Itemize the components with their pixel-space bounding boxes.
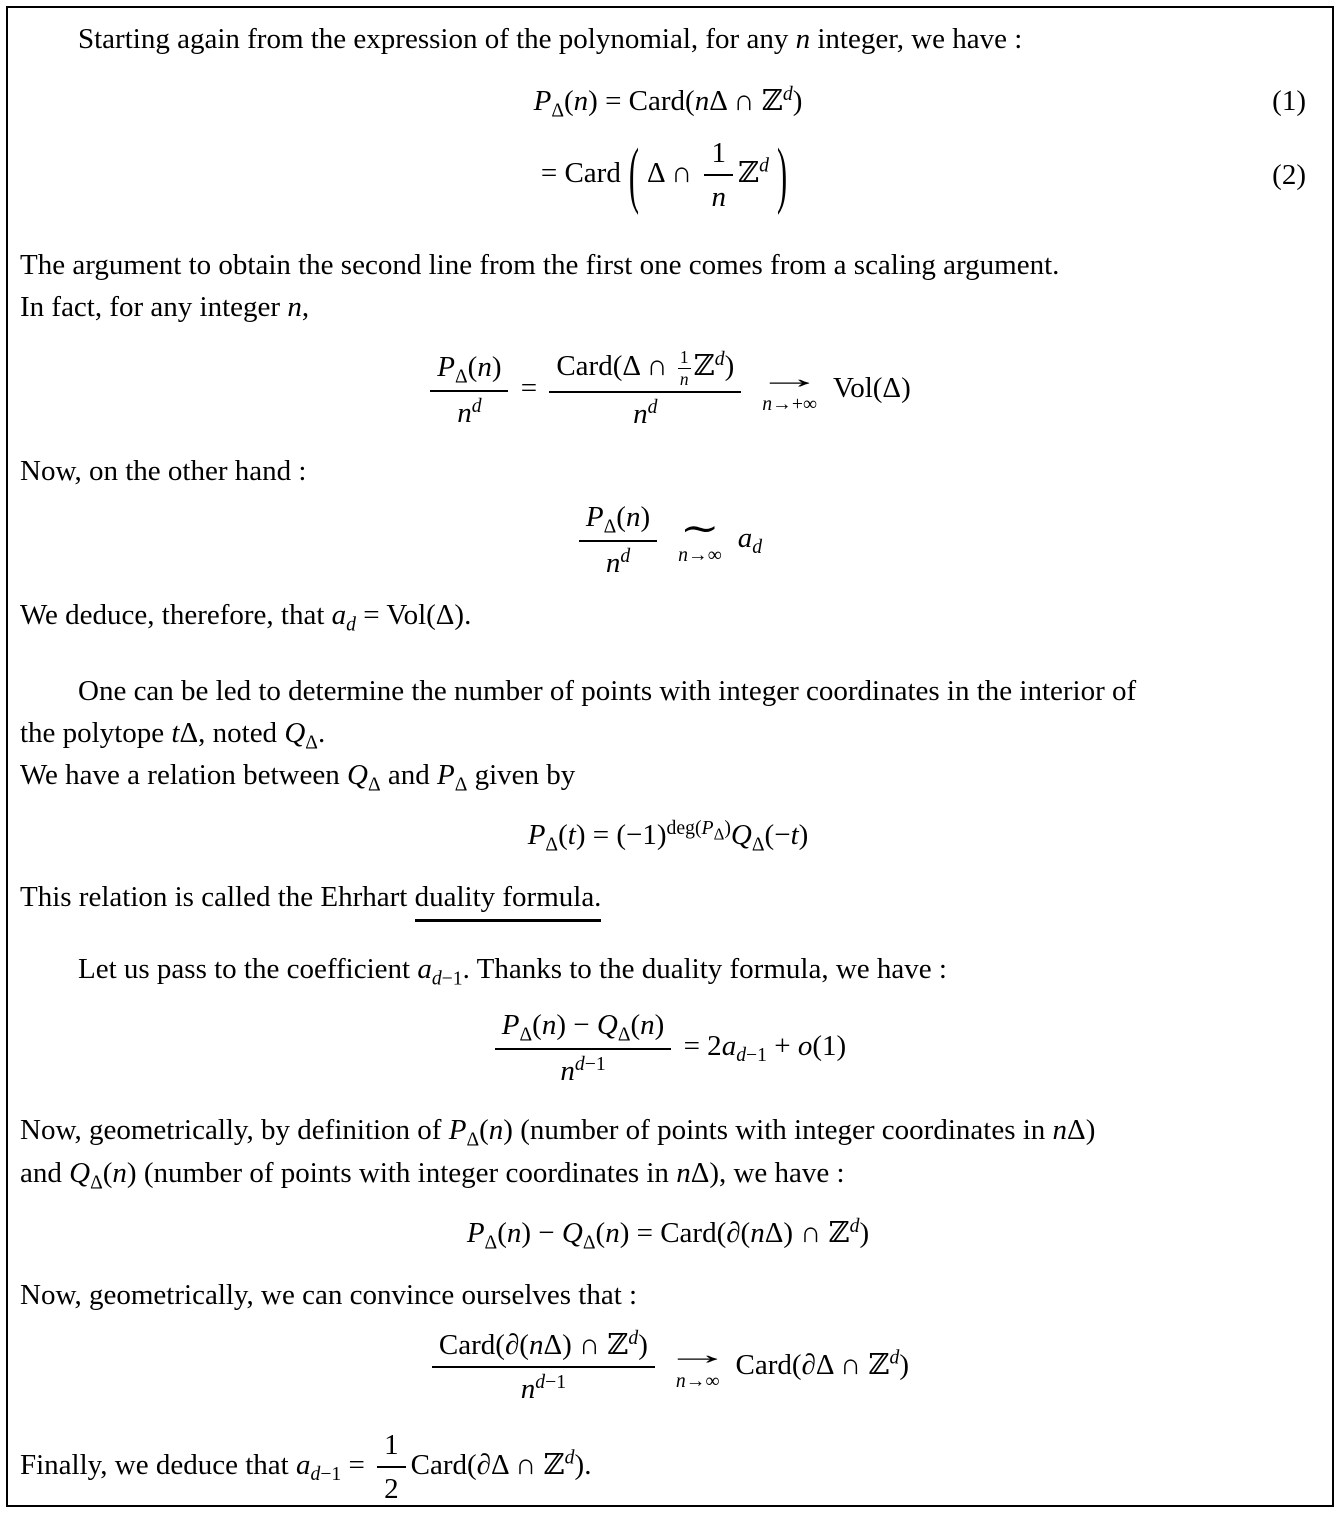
tends-to-arrow (756, 362, 823, 416)
fraction (549, 348, 741, 433)
math-run: (1) (812, 1030, 847, 1062)
math-run: One can be led to determine the number of points with integer coordinates in the interior of (78, 674, 1137, 707)
math-run: d (647, 396, 658, 419)
equation-boundary-limit-body (427, 1327, 909, 1408)
denominator (626, 393, 664, 432)
math-run: a (417, 953, 432, 986)
subscript (346, 613, 356, 635)
math-run: ) (724, 349, 735, 382)
math-run: Card(∂( (438, 1328, 529, 1361)
fraction (678, 348, 691, 389)
document-frame (6, 6, 1334, 1507)
numerator (678, 348, 691, 369)
superscript (620, 544, 630, 566)
fraction (377, 1427, 406, 1507)
math-run: 1 (679, 346, 689, 367)
equation-volume-limit (20, 348, 1316, 433)
math-run: Δ (582, 1230, 596, 1253)
math-run: Δ ∩ ℤ (709, 85, 783, 118)
math-run: a (737, 521, 753, 554)
denominator (514, 1368, 573, 1407)
math-run: integer, we have : (810, 23, 1023, 55)
math-run: P (585, 500, 604, 533)
math-run: Δ (454, 365, 468, 388)
math-run: ( (467, 351, 478, 383)
denominator (678, 369, 691, 389)
equation-2 (20, 135, 1316, 216)
math-run: Δ (617, 1023, 631, 1046)
math-run: n (541, 1009, 557, 1042)
math-run: P (448, 1114, 467, 1147)
math-run: d (310, 1463, 321, 1486)
subscript (545, 833, 558, 855)
subscript (618, 1024, 631, 1046)
math-run: P (533, 85, 552, 118)
subscript (310, 1463, 341, 1485)
subscript (90, 1171, 103, 1193)
math-run: Δ (713, 824, 725, 844)
math-run: Δ (545, 833, 559, 856)
subscript (583, 1231, 596, 1253)
math-run: −1 (545, 1370, 567, 1393)
math-run: In fact, for any integer (20, 290, 288, 323)
math-run: n (711, 181, 726, 214)
paragraph-geometric-definition (20, 1109, 1316, 1193)
math-run: →∞ (687, 543, 722, 566)
superscript (890, 1346, 900, 1368)
math-run: P (436, 759, 455, 792)
fraction (432, 1327, 655, 1408)
math-run: Q (596, 1009, 618, 1042)
numerator (430, 349, 508, 392)
math-run: n (694, 85, 710, 118)
superscript (565, 1447, 575, 1469)
math-run: P (527, 819, 546, 852)
math-run: n (750, 1216, 765, 1249)
math-run: ) (number of points with integer coordinates in (126, 1156, 677, 1189)
numerator (579, 499, 657, 542)
superscript (648, 396, 658, 418)
math-run: ). (574, 1449, 592, 1482)
superscript (783, 83, 793, 105)
equation-equivalent-ad-body (574, 499, 762, 581)
math-run: −1 (584, 1052, 606, 1075)
math-run: and (20, 1156, 70, 1189)
math-run: ) (number of points with integer coordinates in (503, 1114, 1053, 1147)
math-run: n (605, 546, 621, 579)
math-run: d (620, 544, 631, 567)
math-run: n (457, 397, 472, 430)
equivalent-under-limit (678, 507, 722, 566)
math-run: d (752, 535, 763, 558)
math-run: = Card (540, 157, 621, 189)
math-run: Δ) ∩ ℤ (764, 1216, 850, 1249)
equation-volume-limit-body (425, 348, 911, 433)
math-run: a (331, 598, 347, 631)
math-run: d (736, 1044, 747, 1067)
math-run: ) (792, 85, 803, 118)
math-run: . Thanks to the duality formula, we have : (462, 953, 947, 986)
subscript (466, 1129, 479, 1151)
math-run: ( (563, 85, 574, 118)
math-run: deg( (666, 816, 702, 839)
denominator (377, 1468, 406, 1507)
math-run: d (431, 967, 442, 990)
fraction (495, 1007, 672, 1089)
math-run: Now, on the other hand : (20, 454, 307, 487)
superscript (535, 1371, 566, 1393)
paragraph-starting-again (20, 18, 1316, 60)
math-run: n (605, 1216, 620, 1249)
equation-2-number: (2) (1272, 159, 1306, 192)
math-run: n (287, 290, 302, 323)
math-run: Card(∂Δ ∩ ℤ (410, 1449, 565, 1482)
math-run: n (1052, 1114, 1068, 1147)
math-run: n (640, 1009, 655, 1042)
math-run: P (701, 816, 714, 839)
math-run: = 2 (676, 1030, 722, 1062)
math-run: P (437, 351, 455, 383)
numerator (495, 1007, 672, 1050)
numerator (377, 1427, 406, 1468)
tends-to-arrow (664, 1339, 732, 1392)
fraction (430, 349, 508, 431)
math-run: ) − (556, 1009, 597, 1042)
math-run: Card(∂Δ ∩ ℤ (735, 1348, 890, 1381)
subscript (736, 1044, 767, 1066)
paragraph-deduce-ad (20, 594, 1316, 636)
math-run: ) (654, 1009, 665, 1042)
superscript (850, 1214, 860, 1236)
big-paren: ( (628, 133, 639, 217)
subscript (520, 1024, 533, 1046)
subscript (368, 773, 381, 795)
underlined-text: duality formula. (415, 881, 602, 922)
equation-duality-body (528, 814, 809, 856)
math-run: ) (798, 819, 809, 852)
numerator (432, 1327, 655, 1368)
math-run: Q (730, 819, 752, 852)
superscript (628, 1326, 638, 1348)
subscript (752, 536, 762, 558)
math-run: Δ (751, 833, 765, 856)
math-run: −1 (441, 967, 463, 990)
math-run: d (574, 1052, 585, 1075)
math-run: Δ (90, 1170, 103, 1193)
math-run: , (301, 290, 310, 323)
math-run: ) (638, 1328, 648, 1361)
sim-symbol: ∼ (680, 507, 720, 550)
paragraph-interior-points (20, 670, 1316, 754)
math-run: Now, geometrically, we can convince ourselves that : (20, 1278, 638, 1311)
math-run: n (675, 1369, 686, 1392)
equation-2ad1-body (490, 1007, 846, 1089)
math-run: n (762, 393, 773, 416)
numerator (549, 348, 741, 394)
math-run: t (790, 819, 799, 852)
math-run: d (759, 154, 769, 177)
math-run: n (678, 543, 688, 566)
math-run: Card(Δ ∩ (556, 349, 675, 382)
equation-2-body (541, 135, 795, 216)
math-run: n (506, 1216, 522, 1249)
math-run: n (112, 1156, 127, 1189)
long-arrow-icon: → (664, 1339, 732, 1372)
math-run: n (560, 1055, 575, 1088)
math-run: = (513, 371, 545, 404)
denominator (704, 176, 733, 215)
math-run: ( (479, 1114, 489, 1147)
superscript (666, 816, 731, 844)
math-run: Q (69, 1156, 91, 1189)
math-run: Δ (603, 514, 617, 537)
math-run: a (721, 1030, 737, 1062)
paragraph-final-deduction (20, 1427, 1316, 1507)
math-run: Δ (454, 773, 468, 796)
math-run: ) (859, 1216, 870, 1249)
subscript (714, 824, 725, 843)
math-run: Δ (484, 1230, 498, 1253)
math-run: ( (497, 1216, 507, 1249)
math-run: Starting again from the expression of the polynomial, for any (78, 23, 796, 55)
math-run: o (797, 1030, 813, 1062)
math-run: n (676, 1156, 691, 1189)
math-run: n (633, 398, 648, 431)
math-run: t (567, 819, 576, 852)
math-run: d (889, 1346, 900, 1369)
denominator (450, 392, 488, 431)
superscript (575, 1053, 606, 1075)
limit-under (762, 395, 817, 415)
equation-duality (20, 814, 1316, 856)
math-run: . (317, 716, 326, 749)
equation-1-number: (1) (1272, 85, 1306, 118)
math-run: Now, geometrically, by definition of (20, 1114, 449, 1147)
math-run: Δ (367, 773, 381, 796)
math-run: We have a relation between (20, 759, 347, 792)
subscript (551, 99, 564, 121)
math-run: 2 (384, 1473, 399, 1506)
math-run: d (564, 1446, 575, 1469)
paragraph-ehrhart-duality (20, 876, 1316, 918)
math-run: given by (467, 759, 576, 792)
math-run: P (466, 1216, 485, 1249)
equation-boundary-card-body (467, 1212, 869, 1254)
superscript (759, 155, 769, 177)
math-run: ( (102, 1156, 113, 1189)
fraction (579, 499, 657, 581)
math-run: n (520, 1372, 536, 1405)
math-run: ) (899, 1348, 910, 1381)
math-run: = Vol(Δ). (356, 598, 472, 631)
math-run: and (380, 759, 437, 792)
math-run: t (171, 716, 180, 749)
math-run: Vol(Δ) (833, 371, 911, 404)
math-run: ( (630, 1009, 641, 1042)
equation-equivalent-ad (20, 499, 1316, 581)
math-run: (− (764, 819, 791, 852)
math-run: d (346, 613, 357, 636)
math-run: the polytope (20, 716, 172, 749)
math-run: 1 (711, 137, 726, 170)
math-run: P (501, 1009, 520, 1042)
paragraph-convince (20, 1274, 1316, 1316)
math-run: ℤ (737, 157, 760, 189)
math-run: d (535, 1370, 546, 1393)
math-run: ) = Card(∂( (619, 1216, 751, 1249)
math-run: + (767, 1030, 798, 1062)
math-run: →+∞ (772, 393, 818, 416)
math-run: Δ (305, 731, 318, 754)
math-run: n (528, 1328, 544, 1361)
math-run: Δ ∩ (646, 157, 700, 189)
math-run: ) = Card( (588, 85, 695, 118)
denominator (599, 542, 637, 581)
math-run: Δ) ∩ ℤ (543, 1328, 629, 1361)
equation-1-body (534, 80, 803, 122)
math-run: −1 (746, 1044, 768, 1067)
math-run: d (849, 1214, 860, 1237)
math-run: ) − (521, 1216, 562, 1249)
math-run: Δ (551, 99, 564, 122)
equation-boundary-card (20, 1212, 1316, 1254)
denominator (553, 1050, 612, 1089)
math-run: ) = (−1) (575, 819, 667, 852)
paragraph-other-hand (20, 450, 1316, 492)
math-run: ) (724, 816, 731, 839)
math-run: n (625, 500, 641, 533)
subscript (305, 731, 318, 753)
subscript (752, 833, 765, 855)
math-run: Δ (466, 1128, 480, 1151)
math-run: Δ) (1067, 1114, 1096, 1147)
math-run: →∞ (685, 1369, 720, 1392)
subscript (604, 515, 617, 537)
math-run: d (471, 394, 482, 417)
fraction (704, 135, 733, 216)
subscript (432, 967, 463, 989)
math-run: ℤ (693, 349, 715, 382)
math-run: ( (558, 819, 568, 852)
math-run: The argument to obtain the second line from the first one comes from a scaling argument. (20, 248, 1060, 281)
subscript (455, 773, 468, 795)
math-run: Q (346, 759, 368, 792)
math-run: ( (532, 1009, 542, 1042)
math-run: d (628, 1326, 639, 1349)
paragraph-coefficient (20, 948, 1316, 990)
math-run: n (679, 368, 689, 389)
math-run: Δ (519, 1023, 533, 1046)
big-paren: ) (777, 133, 788, 217)
subscript (455, 365, 468, 387)
math-run: Δ), we have : (690, 1156, 845, 1189)
math-run: ) (491, 351, 502, 383)
math-run: We deduce, therefore, that (20, 598, 332, 631)
math-run: n (488, 1114, 504, 1147)
math-run: Finally, we deduce that (20, 1449, 296, 1482)
math-run: This relation is called the Ehrhart (20, 881, 415, 914)
math-run: −1 (320, 1463, 342, 1486)
long-arrow-icon: → (756, 362, 823, 395)
paragraph-relation (20, 754, 1316, 796)
equation-1 (20, 80, 1316, 122)
math-run: n (477, 351, 492, 383)
math-run: Q (561, 1216, 583, 1249)
subscript (485, 1231, 498, 1253)
math-run: a (295, 1449, 311, 1482)
equation-2ad1 (20, 1007, 1316, 1089)
superscript (472, 395, 482, 417)
limit-under (675, 1369, 720, 1392)
math-run: Δ, noted (179, 716, 285, 749)
math-run: ( (595, 1216, 606, 1249)
superscript (715, 347, 725, 369)
math-run: ( (616, 500, 626, 533)
numerator (704, 135, 733, 176)
math-run: d (782, 82, 793, 105)
math-run: 1 (384, 1429, 399, 1462)
math-run: ) (640, 500, 651, 533)
math-run: Let us pass to the coefficient (78, 953, 418, 986)
math-run: d (714, 347, 725, 370)
paragraph-scaling-argument (20, 244, 1316, 328)
math-run: n (573, 85, 589, 118)
math-run: Q (284, 716, 306, 749)
equation-boundary-limit (20, 1327, 1316, 1408)
math-run: = (341, 1449, 373, 1482)
math-run: n (795, 23, 811, 55)
